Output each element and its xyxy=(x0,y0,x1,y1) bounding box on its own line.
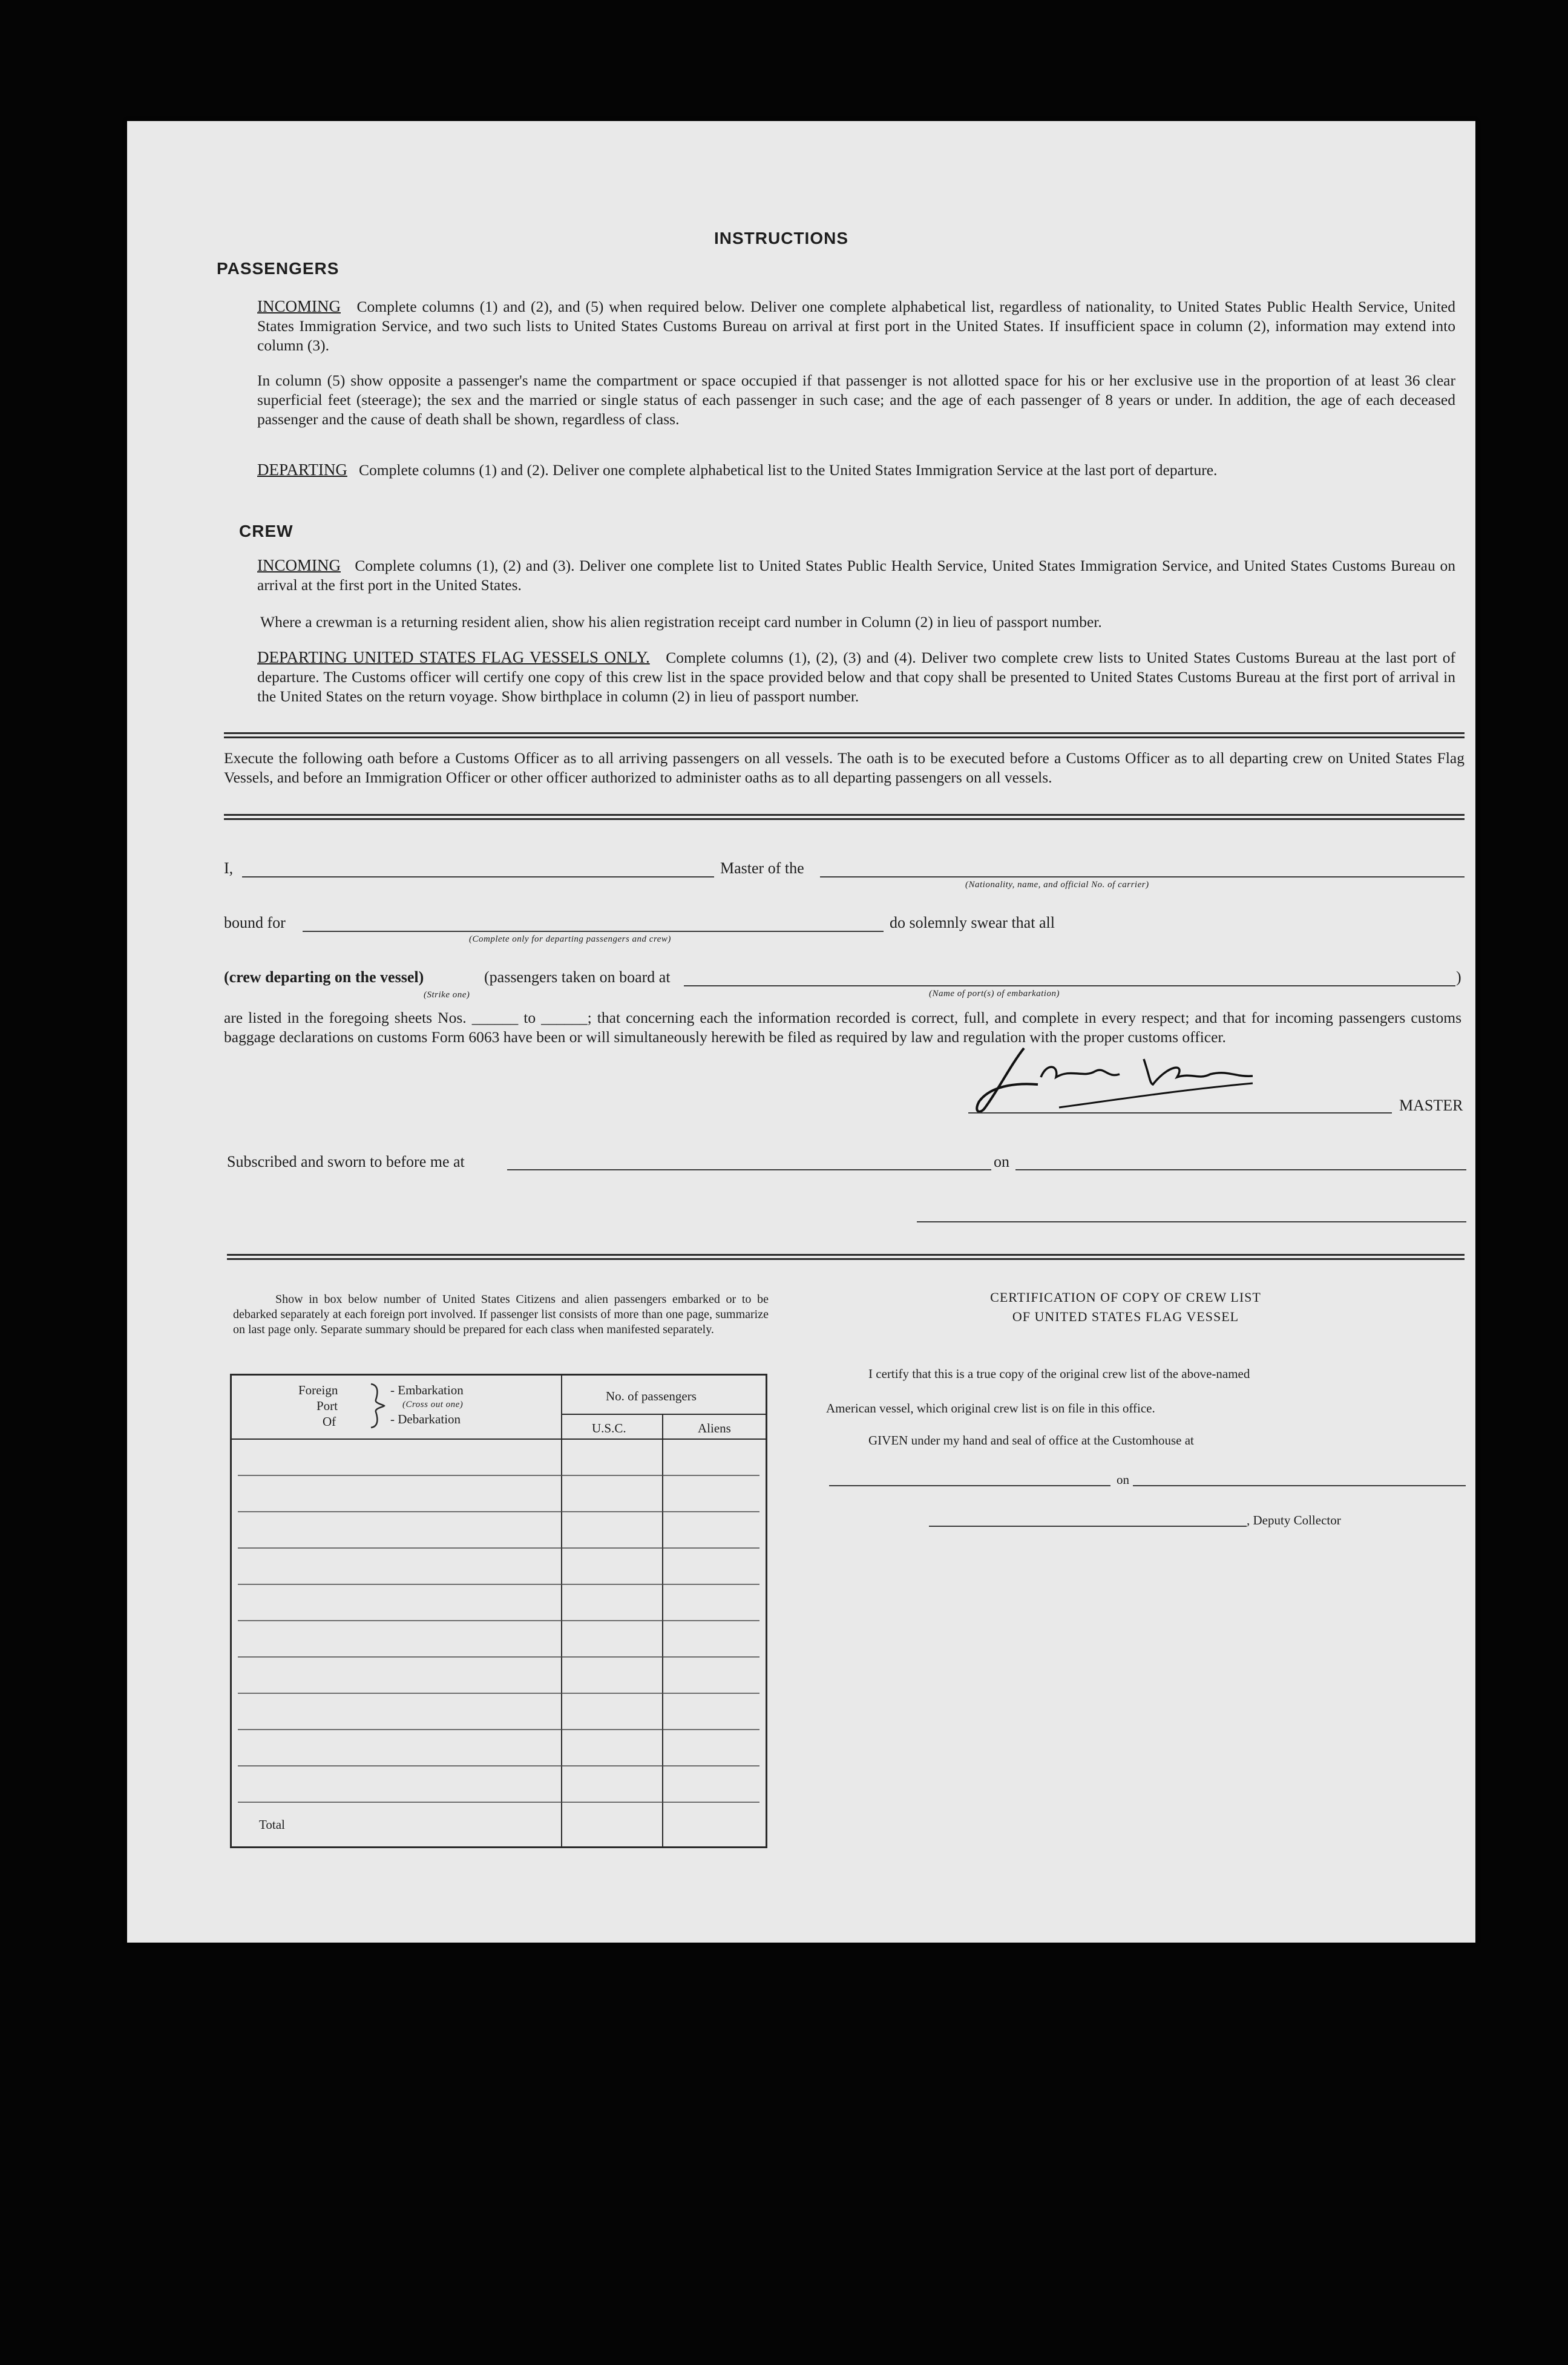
debarkation-label: - Debarkation xyxy=(390,1412,461,1426)
crew-heading: CREW xyxy=(239,522,294,540)
crew-departing-label: DEPARTING UNITED STATES FLAG VESSELS ONLY. xyxy=(257,648,650,666)
passengers-heading: PASSENGERS xyxy=(217,259,340,278)
embarkation-label: - Embarkation xyxy=(390,1383,464,1397)
certify-line1: I certify that this is a true copy of the original crew list of the above-named xyxy=(868,1366,1250,1381)
crew-departing-text: Complete columns (1), (2), (3) and (4). Deliver two complete crew lists to United States Customs Bureau at the last port of departure. The Customs officer will certify one copy of this crew list in the space provided below and that copy shall be presented to United States Customs Bureau at the first port of arrival in the United States on the return voyage. Show birthplace in column (2) in lieu of passport number. xyxy=(257,649,1455,705)
crew-incoming-text: Complete columns (1), (2) and (3). Deliver one complete list to United States Public Health Service, United States Immigration Service, and United States Customs Bureau on arrival at the first port in the United States. xyxy=(257,557,1456,594)
officer-signature-field[interactable] xyxy=(917,1221,1466,1222)
carrier-caption: (Nationality, name, and official No. of carrier) xyxy=(965,880,1149,890)
subscribed-label: Subscribed and sworn to before me at xyxy=(227,1153,465,1170)
master-of-label: Master of the xyxy=(720,859,804,877)
bound-for-caption: (Complete only for departing passengers and crew) xyxy=(469,934,671,944)
close-paren: ) xyxy=(1456,968,1461,986)
certify-line2: American vessel, which original crew list is on file in this office. xyxy=(826,1401,1155,1415)
foreign-label: Foreign xyxy=(298,1383,338,1397)
oath-intro: Execute the following oath before a Customs Officer as to all arriving passengers on all vessels. The oath is to be executed before a Customs Officer as to all departing crew on United States Flag Vessels, and before an Immigration Officer or other officer authorized to administer oaths as to all departing passengers on all vessels. xyxy=(224,749,1465,786)
passengers-departing-paragraph xyxy=(257,460,1455,480)
usc-header: U.S.C. xyxy=(592,1421,626,1435)
customhouse-field[interactable] xyxy=(829,1485,1110,1486)
strike-one-caption: (Strike one) xyxy=(424,990,470,1000)
port-label: Port xyxy=(317,1399,338,1413)
crew-returning-paragraph: Where a crewman is a returning resident alien, show his alien registration receipt card number in Column (2) in lieu of passport number. xyxy=(260,613,1102,631)
carrier-field[interactable] xyxy=(820,876,1465,877)
cert-on-label: on xyxy=(1117,1472,1129,1487)
given-text: GIVEN under my hand and seal of office at the Customhouse at xyxy=(868,1433,1194,1448)
summary-instructions: Show in box below number of United States Citizens and alien passengers embarked or to be debarked separately at each foreign port involved. If passenger list consists of more than one page, summarize on last page only. Separate summary should be prepared for each class when manifested separately. xyxy=(233,1293,769,1336)
deputy-collector-label: , Deputy Collector xyxy=(1247,1513,1341,1527)
subscribed-place-field[interactable] xyxy=(507,1169,991,1170)
bound-for-field[interactable] xyxy=(303,931,884,932)
passengers-taken-option: (passengers taken on board at xyxy=(484,968,671,986)
master-signature-line[interactable] xyxy=(968,1112,1392,1114)
crew-departing-option: (crew departing on the vessel) xyxy=(224,968,424,986)
oath-listed-text: are listed in the foregoing sheets Nos. ______ to ______; that concerning each the information recorded is correct, full, and complete in every respect; and that for incoming passengers customs baggage declarations on customs Form 6063 have been or will simultaneously herewith be filed as required by law and regulation with the proper customs officer. xyxy=(224,1009,1461,1046)
certification-title xyxy=(823,1288,1428,1327)
passengers-departing-text: Complete columns (1) and (2). Deliver one complete alphabetical list to the United States Immigration Service at the last port of departure. xyxy=(359,461,1218,479)
passengers-incoming-text: Complete columns (1) and (2), and (5) when required below. Deliver one complete alphabetical list, regardless of nationality, to United States Public Health Service, United States Immigration Service, and two such lists to United States Customs Bureau on arrival at first port in the United States. If insufficient space in column (2), information may extend into column (3). xyxy=(257,298,1456,354)
master-label: MASTER xyxy=(1399,1097,1463,1114)
subscribed-date-field[interactable] xyxy=(1015,1169,1466,1170)
passengers-incoming-label: INCOMING xyxy=(257,297,341,315)
crew-departing-paragraph xyxy=(257,648,1455,706)
passengers-departing-label: DEPARTING xyxy=(257,461,347,479)
aliens-header: Aliens xyxy=(698,1421,731,1435)
deputy-collector-field[interactable] xyxy=(929,1526,1247,1527)
section-divider xyxy=(224,732,1465,738)
bound-for-label: bound for xyxy=(224,914,286,931)
crew-incoming-label: INCOMING xyxy=(257,556,341,574)
oath-i-label: I, xyxy=(224,859,234,877)
subscribed-on-label: on xyxy=(994,1153,1009,1170)
document-page xyxy=(127,121,1475,1943)
master-name-field[interactable] xyxy=(242,876,714,877)
of-label: Of xyxy=(323,1414,336,1429)
crew-incoming-paragraph xyxy=(257,556,1455,595)
table-grid xyxy=(232,1376,766,1846)
passengers-incoming-paragraph xyxy=(257,297,1455,355)
port-caption: (Name of port(s) of embarkation) xyxy=(929,989,1060,999)
total-label: Total xyxy=(259,1817,285,1832)
passenger-summary-table xyxy=(230,1374,767,1848)
embarkation-port-field[interactable] xyxy=(684,985,1455,986)
passengers-column5-paragraph: In column (5) show opposite a passenger's name the compartment or space occupied if that passenger is not allotted space for his or her exclusive use in the proportion of at least 36 clear superficial feet (steerage); the sex and the married or single status of each passenger in such case; and the age of each passenger of 8 years or under. In addition, the age of each deceased passenger and the cause of death shall be shown, regardless of class. xyxy=(257,372,1455,428)
summary-divider xyxy=(227,1254,1465,1260)
certification-title-line1: CERTIFICATION OF COPY OF CREW LIST xyxy=(990,1290,1261,1305)
swear-label: do solemnly swear that all xyxy=(890,914,1055,931)
cross-out-caption: (Cross out one) xyxy=(402,1400,464,1409)
oath-divider xyxy=(224,814,1465,820)
cert-date-field[interactable] xyxy=(1133,1485,1466,1486)
instructions-title: INSTRUCTIONS xyxy=(714,229,848,248)
master-signature xyxy=(968,1041,1307,1120)
certification-title-line2: OF UNITED STATES FLAG VESSEL xyxy=(1012,1309,1239,1324)
no-passengers-header: No. of passengers xyxy=(606,1389,697,1403)
